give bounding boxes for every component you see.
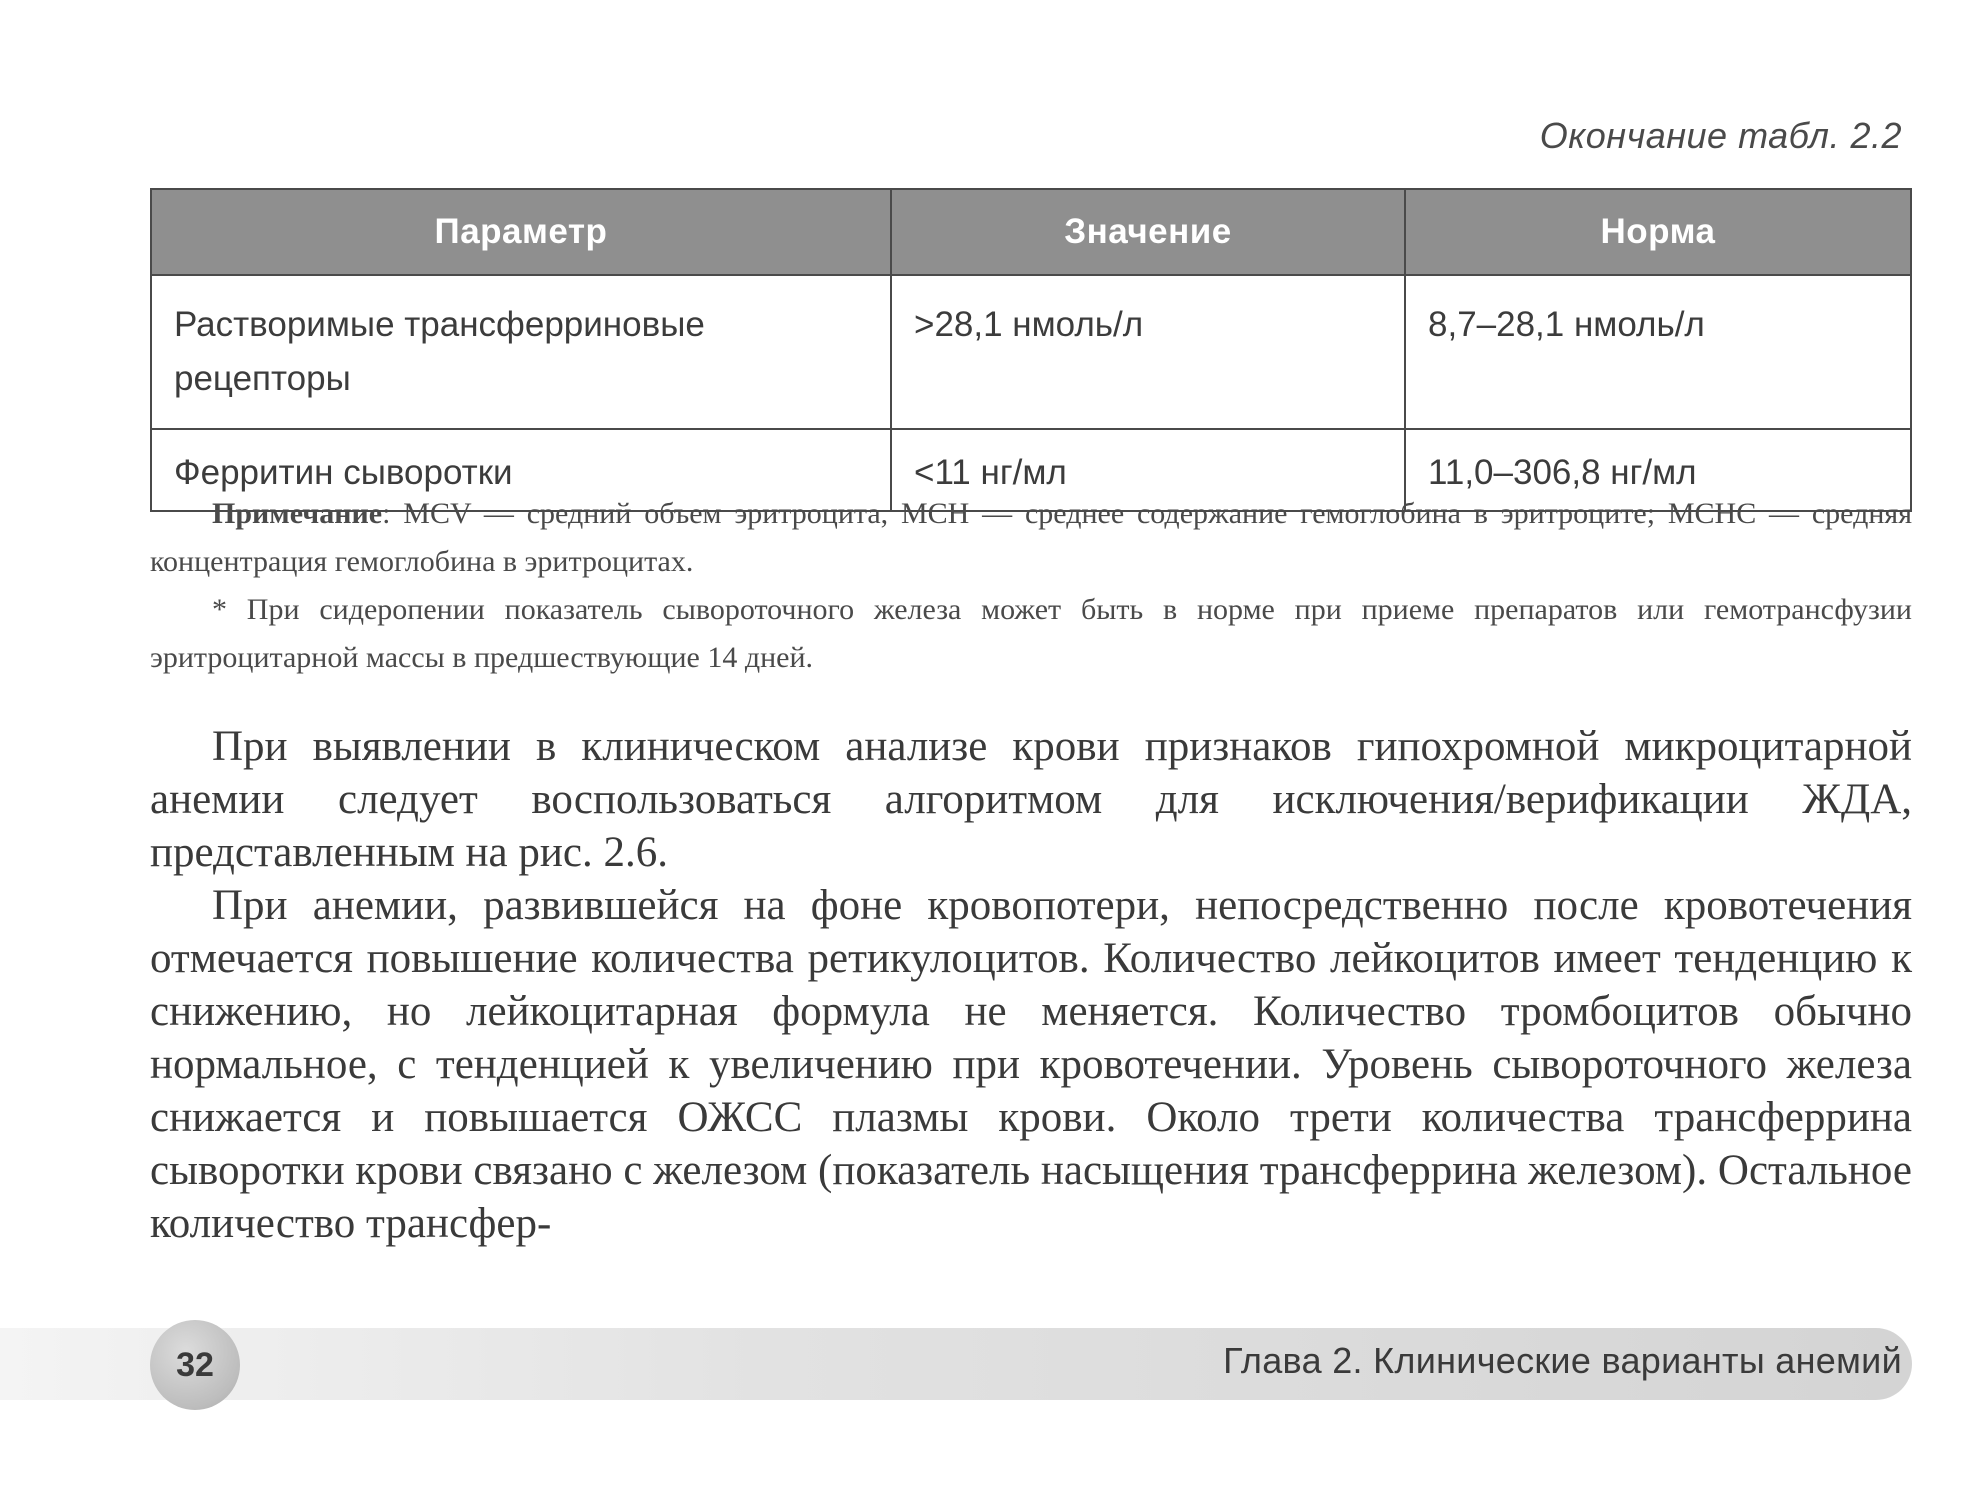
lab-values-table bbox=[150, 188, 1912, 512]
paragraph: При анемии, развившейся на фоне кровопотери, непосредственно после кровотечения отмечается повышение количества ретикулоцитов. Количество лейкоцитов имеет тенденцию к снижению, но лейкоцитарная формула не меняется. Количество тромбоцитов обычно нормальное, с тенденцией к увеличению при кровотечении. Уровень сывороточного железа снижается и повышается ОЖСС плазмы крови. Около трети количества трансферрина сыворотки крови связано с железом (показатель насыщения трансферрина железом). Остальное количество трансфер- bbox=[150, 882, 1912, 1247]
note-abbreviations bbox=[150, 490, 1912, 586]
table-notes bbox=[150, 490, 1912, 682]
cell-value: >28,1 нмоль/л bbox=[891, 275, 1405, 429]
cell-parameter: Ферритин сыворотки bbox=[151, 429, 891, 511]
header-parameter: Параметр bbox=[151, 189, 891, 275]
cell-norm: 11,0–306,8 нг/мл bbox=[1405, 429, 1911, 511]
note-footnote: * При сидеропении показатель сывороточного железа может быть в норме при приеме препаратов или гемотрансфузии эритроцитарной массы в предшествующие 14 дней. bbox=[150, 593, 1912, 674]
table-header-row bbox=[151, 189, 1911, 275]
running-footer-chapter-title: Глава 2. Клинические варианты анемий bbox=[1223, 1340, 1902, 1381]
paragraph: При выявлении в клиническом анализе крови признаков гипохромной микроцитарной анемии следует воспользоваться алгоритмом для исключения/верификации ЖДА, представленным на рис. 2.6. bbox=[150, 723, 1912, 876]
cell-parameter: Растворимые трансферриновые рецепторы bbox=[151, 275, 891, 429]
header-value: Значение bbox=[891, 189, 1405, 275]
table-row bbox=[151, 275, 1911, 429]
header-norm: Норма bbox=[1405, 189, 1911, 275]
note-label: Примечание bbox=[212, 497, 383, 530]
page-number: 32 bbox=[150, 1320, 240, 1410]
note-text: : MCV — средний объем эритроцита, МСН — среднее содержание гемоглобина в эритроците; МСНС — средняя концентрация гемоглобина в эритроцитах. bbox=[150, 497, 1912, 578]
table-caption: Окончание табл. 2.2 bbox=[1539, 115, 1902, 156]
body-text bbox=[150, 720, 1912, 1250]
cell-norm: 8,7–28,1 нмоль/л bbox=[1405, 275, 1911, 429]
cell-value: <11 нг/мл bbox=[891, 429, 1405, 511]
